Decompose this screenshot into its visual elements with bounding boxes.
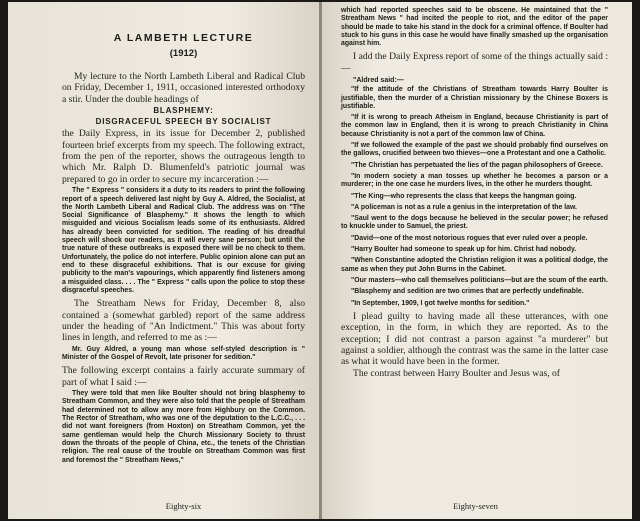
page-number: Eighty-seven xyxy=(453,501,498,511)
page-number: Eighty-six xyxy=(165,501,202,511)
paragraph: The following excerpt contains a fairly accurate summary of part of what I said :— xyxy=(62,365,305,388)
quote-item: "If we followed the example of the past we should probably find ourselves on the gallows, crucified between two thieves—one a Protestant and one a Catholic. xyxy=(341,142,608,158)
quote-item: "Saul went to the dogs because he believed in the secular power; he refused to knuckle under to Samuel, the priest. xyxy=(341,215,608,231)
right-page xyxy=(319,2,632,519)
quote-block: The " Express " considers it a duty to its readers to print the following report of a speech delivered last night by Guy A. Aldred, the Socialist, at the North Lambeth Liberal and Radical Club. The address was on "The Social Significance of Blasphemy." It shows the length to which misguided and vicious Socialism leads some of its enthusiasts. Aldred has already been convicted for sedition. The reading of his dreadful speech will shock our readers, as it will every sane person; but until the true nature of these outbreaks is exposed there will be no check to them. Unfortunately, the police do not interfere. Public opinion alone can put an end to these disgraceful exhibitions. That is our excuse for giving publicity to the man's vapourings, which apparently find listeners among a misguided class. . . . The " Express " calls upon the police to stop these disgraceful speeches. xyxy=(62,187,305,294)
paragraph: The contrast between Harry Boulter and Jesus was, of xyxy=(353,367,561,379)
quote-item: "David—one of the most notorious rogues that ever ruled over a people. xyxy=(351,234,588,242)
quote-block: Mr. Guy Aldred, a young man whose self-styled description is " Minister of the Gospel of Revolt, late prisoner for sedition." xyxy=(62,345,305,362)
quote-block: They were told that men like Boulter should not bring blasphemy to Streatham Common, and they were also told that the people of Streatham had determined not to allow any more from Highbury on the Common. The Rector of Streatham, who was one of the deputation to the L.C.C., . . . did not want foreigners (from Hoxton) on Streatham Common, yet the same gentleman would help the Church Missionary Society to thrust down the throats of the people of China, etc., the tenets of the Christian religion. The real cause of the trouble on Streatham Common was first and foremost the " Streatham News," xyxy=(62,390,305,464)
headline-disgraceful-speech: DISGRACEFUL SPEECH BY SOCIALIST xyxy=(95,117,272,127)
quote-block: which had reported speeches said to be obscene. He maintained that the " Streatham News " had incited the people to riot, and the editor of the paper should be made to take his stand in the dock for a criminal offence. If Boulter had stuck to his guns in this case he would have finally smashed up the organisation against him. xyxy=(341,7,608,48)
quote-item: "The King—who represents the class that keeps the hangman going. xyxy=(351,192,577,200)
paragraph: the Daily Express, in its issue for December 2, published fourteen brief excerpts from my speech. The following extract, from the pen of the reporter, shows the outrageous length to which Mr. Ralph D. Blumenfeld's patriotic journal was prepared to go in order to secure my incarceration :— xyxy=(62,128,305,185)
left-page xyxy=(8,2,319,519)
quote-item: "If it is wrong to preach Atheism in England, because Christianity is part of the common law in England, then it is wrong to preach Christianity in China because Christianity is not a part of the common law of China. xyxy=(341,114,608,138)
headline-blasphemy: BLASPHEMY: xyxy=(153,106,214,116)
quote-item: "A policeman is not as a rule a genius in the interpretation of the law. xyxy=(351,203,577,211)
chapter-year: (1912) xyxy=(169,48,198,59)
paragraph: The Streatham News for Friday, December 8, also contained a (somewhat garbled) report of the same address under the heading of "An Indictment." This was about forty lines in length, and referred to me as :— xyxy=(62,298,305,344)
chapter-title: A LAMBETH LECTURE xyxy=(113,32,254,44)
quote-item: "Blasphemy and sedition are two crimes that are perfectly undefinable. xyxy=(351,288,584,296)
quote-item: "Harry Boulter had someone to speak up for him. Christ had nobody. xyxy=(351,246,577,254)
quote-label: "Aldred said:— xyxy=(353,77,404,85)
book-spread xyxy=(8,2,632,519)
quote-item: "Our masters—who call themselves politicians—but are the scum of the earth. xyxy=(351,276,608,284)
quote-item: "When Constantine adopted the Christian religion it was a political dodge, the same as when they put John Burns in the Cabinet. xyxy=(341,257,608,273)
quote-item: "In modern society a man tosses up whether he becomes a parson or a murderer; in the one case he murders lives, in the other he murders thought. xyxy=(341,172,608,189)
paragraph: I add the Daily Express report of some of the things actually said :— xyxy=(341,51,608,74)
paragraph: I plead guilty to having made all these utterances, with one exception, in the form, in which they are reported. As to the exception; I did not contrast a parson against "a murderer" but against a soldier, although the contrast was the same in the latter case as what it would have been in the former. xyxy=(341,310,608,368)
book-gutter xyxy=(319,2,322,519)
paragraph: My lecture to the North Lambeth Liberal and Radical Club on Friday, December 1, 1911, occasioned interested orthodoxy a stir. Under the double headings of xyxy=(62,71,305,105)
quote-item: "If the attitude of the Christians of Streatham towards Harry Boulter is justifiable, then the murder of a Christian missionary by the Chinese Boxers is justifiable. xyxy=(341,86,608,110)
quote-item: "In September, 1909, I got twelve months for sedition." xyxy=(351,299,530,307)
quote-item: "The Christian has perpetuated the lies of the pagan philosophers of Greece. xyxy=(351,161,603,169)
